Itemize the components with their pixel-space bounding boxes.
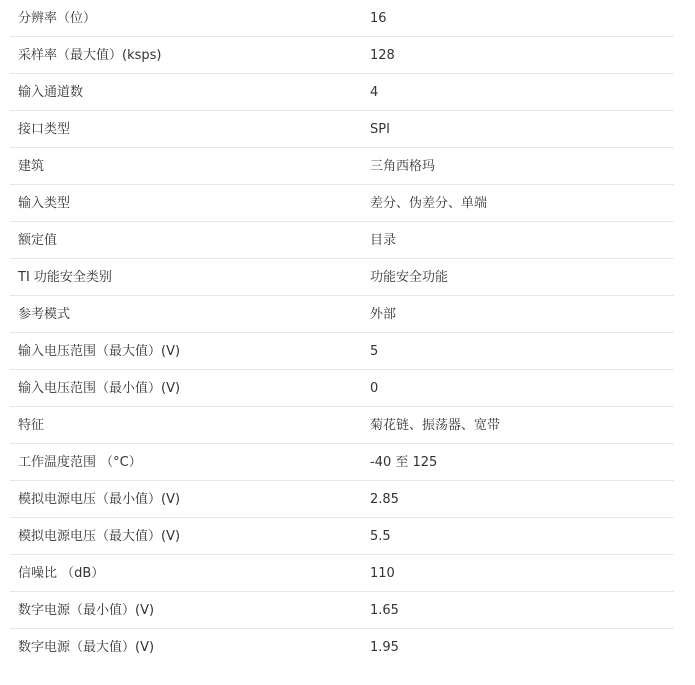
spec-value: 1.65 [370,602,399,618]
spec-value: -40 至 125 [370,454,438,470]
spec-row-snr [10,555,674,592]
spec-label: 模拟电源电压（最大值）(V) [18,528,181,544]
spec-label: 输入电压范围（最大值）(V) [18,343,181,359]
spec-value: 5.5 [370,528,391,544]
spec-row-architecture [10,148,674,185]
spec-row-digital-supply-min [10,592,674,629]
spec-table [10,0,674,666]
spec-value: 5 [370,343,379,359]
spec-row-input-type [10,185,674,222]
spec-label: 特征 [18,417,45,433]
spec-row-functional-safety [10,259,674,296]
spec-row-input-channels [10,74,674,111]
spec-value: 1.95 [370,640,399,655]
spec-label: 采样率（最大值）(ksps) [18,47,162,63]
spec-label: 参考模式 [18,306,71,322]
spec-row-analog-supply-min [10,481,674,518]
spec-value: 16 [370,10,387,26]
spec-label: TI 功能安全类别 [18,269,112,285]
spec-label: 建筑 [18,158,45,174]
spec-label: 工作温度范围 （°C） [18,454,142,470]
spec-row-input-voltage-min [10,370,674,407]
spec-label: 数字电源（最小值）(V) [18,602,155,618]
spec-label: 输入电压范围（最小值）(V) [18,380,181,396]
spec-value: 外部 [370,306,397,322]
spec-row-interface-type [10,111,674,148]
spec-label: 模拟电源电压（最小值）(V) [18,491,181,507]
spec-row-analog-supply-max [10,518,674,555]
spec-row-features [10,407,674,444]
spec-row-resolution [10,0,674,37]
spec-label: 信噪比 （dB） [18,565,105,581]
spec-row-reference-mode [10,296,674,333]
spec-value: SPI [370,121,390,137]
spec-row-rating [10,222,674,259]
spec-value: 菊花链、振荡器、宽带 [370,417,501,433]
spec-value: 110 [370,565,395,581]
spec-label: 输入通道数 [18,84,84,100]
spec-row-operating-temp [10,444,674,481]
spec-label: 分辨率（位） [18,10,97,26]
spec-value: 功能安全功能 [370,269,449,285]
spec-value: 128 [370,47,395,63]
spec-label: 额定值 [18,232,58,248]
spec-row-input-voltage-max [10,333,674,370]
spec-label: 接口类型 [18,121,71,137]
spec-row-sample-rate [10,37,674,74]
spec-value: 0 [370,380,379,396]
spec-label: 数字电源（最大值）(V) [18,640,155,655]
spec-value: 目录 [370,232,397,248]
spec-row-digital-supply-max [10,629,674,666]
spec-label: 输入类型 [18,195,71,211]
spec-value: 2.85 [370,491,399,507]
spec-value: 差分、伪差分、单端 [370,195,488,211]
spec-value: 三角西格玛 [370,158,436,174]
spec-value: 4 [370,84,379,100]
